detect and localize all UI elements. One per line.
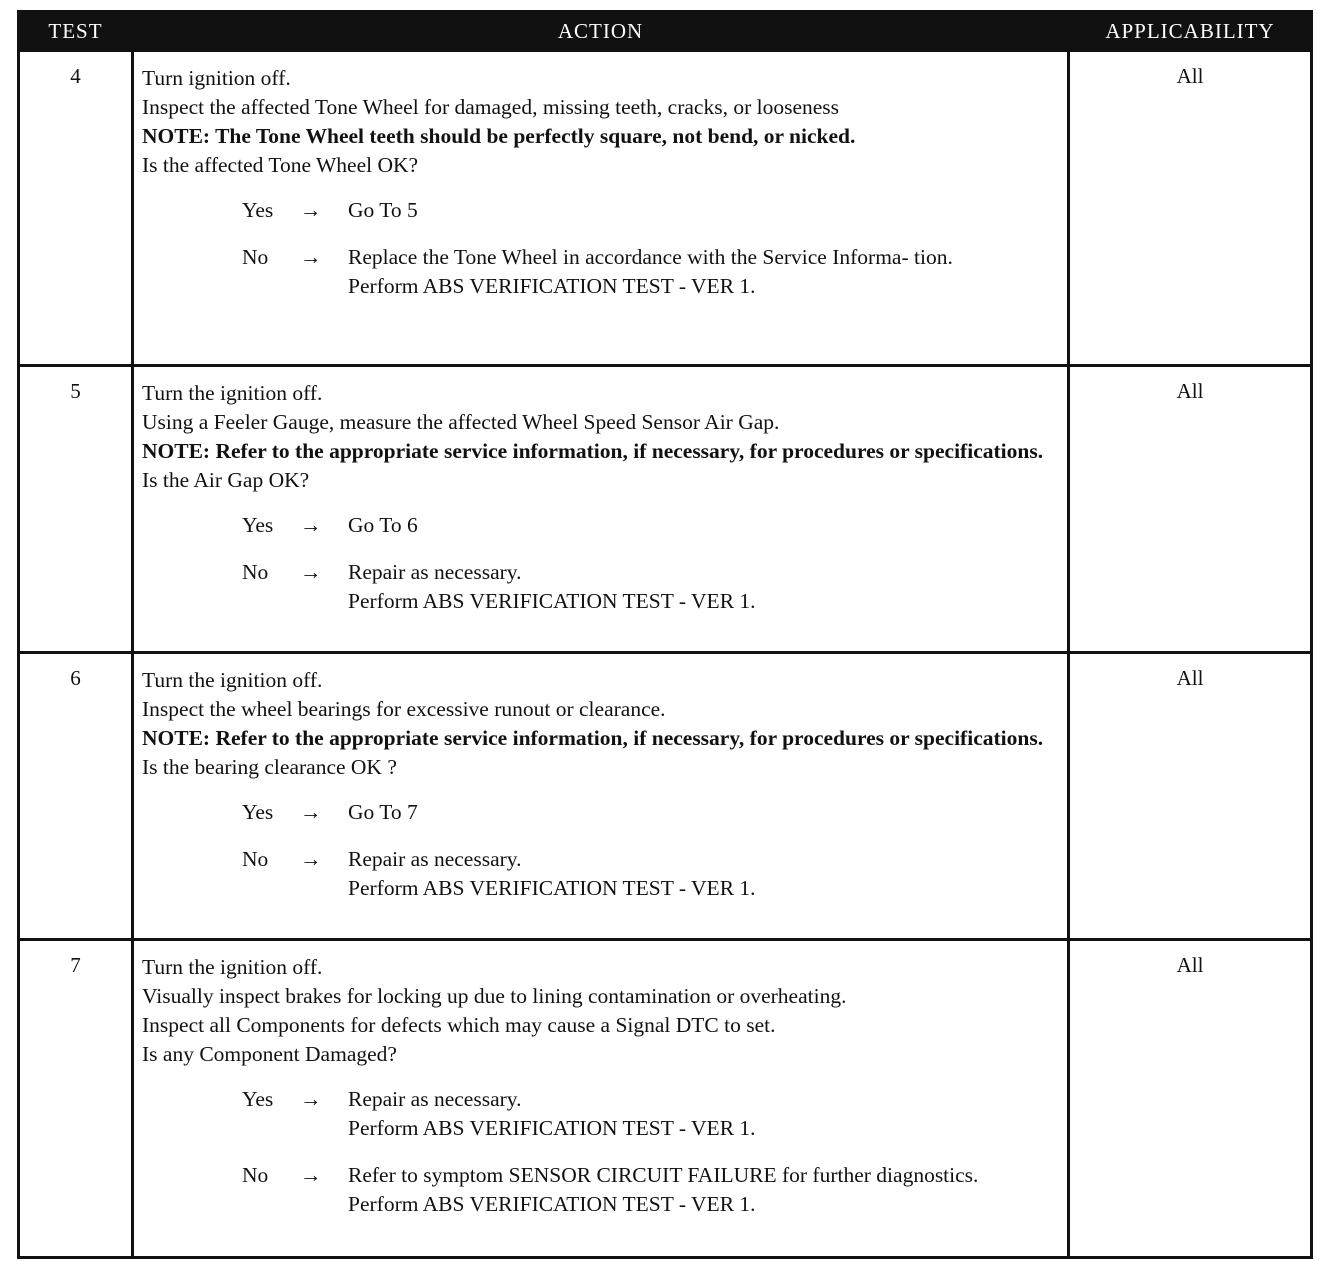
yes-branch: [142, 511, 1059, 540]
table-header-row: [19, 12, 1312, 51]
instruction-line: Turn ignition off.: [142, 66, 291, 90]
result-line: Perform ABS VERIFICATION TEST - VER 1.: [348, 274, 756, 298]
yes-label: Yes: [242, 198, 274, 222]
result-line: Repair as necessary.: [348, 847, 522, 871]
action-cell: [133, 366, 1069, 653]
no-branch: [142, 558, 1059, 616]
yes-result: [348, 798, 1059, 827]
question-text: Is the Air Gap OK?: [142, 468, 310, 492]
result-line: Replace the Tone Wheel in accordance with the Service Informa- tion.: [348, 245, 953, 269]
question-text: Is the bearing clearance OK ?: [142, 755, 397, 779]
table-row: [19, 653, 1312, 940]
no-branch: [142, 1161, 1059, 1219]
result-line: Repair as necessary.: [348, 1087, 522, 1111]
no-label: No: [242, 560, 269, 584]
yes-label: Yes: [242, 513, 274, 537]
no-result: [348, 1161, 1059, 1219]
instruction-line: Turn the ignition off.: [142, 668, 323, 692]
result-line: Go To 7: [348, 800, 418, 824]
decision-branches: [142, 511, 1059, 616]
arrow-icon: →: [300, 1163, 322, 1187]
no-branch: [142, 845, 1059, 903]
result-line: Perform ABS VERIFICATION TEST - VER 1.: [348, 1116, 756, 1140]
note-text: NOTE: Refer to the appropriate service information, if necessary, for procedures or specifications.: [142, 439, 1044, 463]
no-result: [348, 558, 1059, 616]
table-row: [19, 940, 1312, 1258]
arrow-icon: →: [300, 198, 322, 222]
arrow-icon: →: [300, 513, 322, 537]
result-line: Repair as necessary.: [348, 560, 522, 584]
diagnostic-table-page: [17, 10, 1310, 1259]
yes-branch: [142, 196, 1059, 225]
action-cell: [133, 940, 1069, 1258]
decision-branches: [142, 196, 1059, 301]
instruction-line: Inspect the affected Tone Wheel for damaged, missing teeth, cracks, or looseness: [142, 95, 840, 119]
table-row: [19, 366, 1312, 653]
yes-label: Yes: [242, 1087, 274, 1111]
applicability-value: All: [1069, 653, 1312, 940]
yes-branch: [142, 1085, 1059, 1143]
no-label: No: [242, 847, 269, 871]
no-result: [348, 845, 1059, 903]
test-number: 6: [19, 653, 133, 940]
header-applicability: APPLICABILITY: [1069, 12, 1312, 51]
result-line: Perform ABS VERIFICATION TEST - VER 1.: [348, 589, 756, 613]
result-line: Go To 6: [348, 513, 418, 537]
header-test: TEST: [19, 12, 133, 51]
no-result: [348, 243, 1059, 301]
no-label: No: [242, 1163, 269, 1187]
result-line: Go To 5: [348, 198, 418, 222]
header-action: ACTION: [133, 12, 1069, 51]
instruction-line: Visually inspect brakes for locking up due to lining contamination or overheating.: [142, 984, 847, 1008]
no-label: No: [242, 245, 269, 269]
instruction-line: Turn the ignition off.: [142, 381, 323, 405]
note-text: NOTE: Refer to the appropriate service information, if necessary, for procedures or specifications.: [142, 726, 1044, 750]
diagnostic-test-table: [17, 10, 1313, 1259]
yes-label: Yes: [242, 800, 274, 824]
instruction-line: Turn the ignition off.: [142, 955, 323, 979]
test-number: 7: [19, 940, 133, 1258]
arrow-icon: →: [300, 560, 322, 584]
decision-branches: [142, 798, 1059, 903]
no-branch: [142, 243, 1059, 301]
note-text: NOTE: The Tone Wheel teeth should be perfectly square, not bend, or nicked.: [142, 124, 856, 148]
arrow-icon: →: [300, 800, 322, 824]
instruction-line: Using a Feeler Gauge, measure the affected Wheel Speed Sensor Air Gap.: [142, 410, 780, 434]
instruction-line: Inspect the wheel bearings for excessive runout or clearance.: [142, 697, 666, 721]
question-text: Is the affected Tone Wheel OK?: [142, 153, 419, 177]
test-number: 4: [19, 51, 133, 366]
applicability-value: All: [1069, 51, 1312, 366]
result-line: Refer to symptom SENSOR CIRCUIT FAILURE for further diagnostics.: [348, 1163, 979, 1187]
arrow-icon: →: [300, 1087, 322, 1111]
arrow-icon: →: [300, 847, 322, 871]
table-row: [19, 51, 1312, 366]
result-line: Perform ABS VERIFICATION TEST - VER 1.: [348, 1192, 756, 1216]
action-cell: [133, 51, 1069, 366]
yes-branch: [142, 798, 1059, 827]
yes-result: [348, 511, 1059, 540]
yes-result: [348, 196, 1059, 225]
applicability-value: All: [1069, 940, 1312, 1258]
question-text: Is any Component Damaged?: [142, 1042, 397, 1066]
action-cell: [133, 653, 1069, 940]
result-line: Perform ABS VERIFICATION TEST - VER 1.: [348, 876, 756, 900]
decision-branches: [142, 1085, 1059, 1219]
instruction-line: Inspect all Components for defects which may cause a Signal DTC to set.: [142, 1013, 776, 1037]
arrow-icon: →: [300, 245, 322, 269]
applicability-value: All: [1069, 366, 1312, 653]
test-number: 5: [19, 366, 133, 653]
yes-result: [348, 1085, 1059, 1143]
